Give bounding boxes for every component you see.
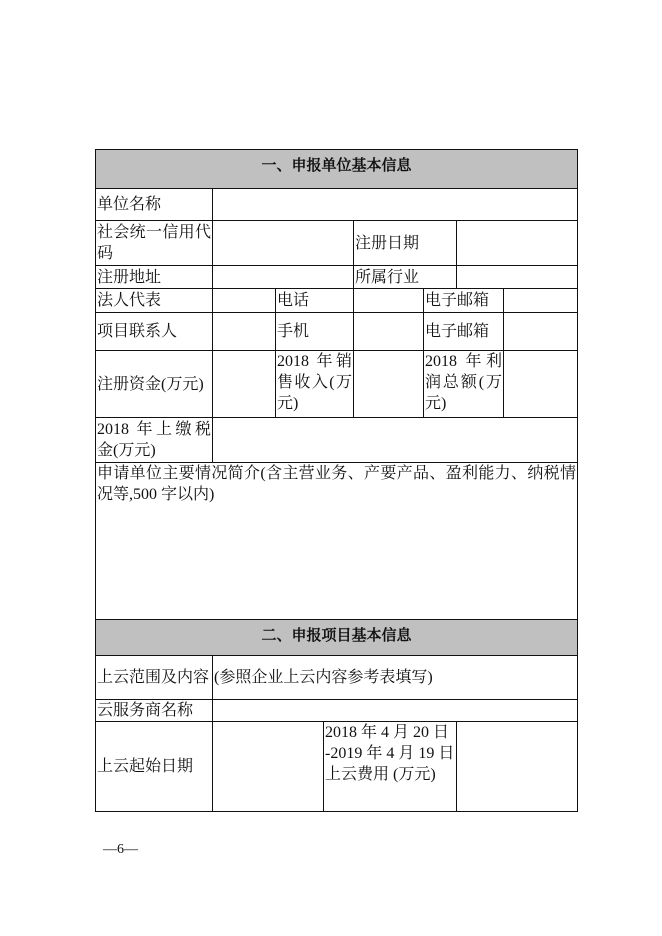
label: 电话 bbox=[277, 292, 310, 309]
scope-field[interactable] bbox=[212, 655, 578, 700]
label-reg-date bbox=[353, 220, 457, 266]
section2-header bbox=[95, 619, 578, 656]
label-email bbox=[423, 288, 504, 313]
label-scope bbox=[95, 655, 213, 700]
label-sales-2018 bbox=[275, 350, 354, 418]
provider-field[interactable] bbox=[212, 699, 578, 722]
label: 注册地址 bbox=[97, 268, 162, 286]
label: 社会统一信用代码 bbox=[97, 224, 211, 262]
label: 注册资金(万元) bbox=[97, 375, 204, 393]
reg-date-field[interactable] bbox=[456, 220, 578, 266]
label: 项目联系人 bbox=[97, 323, 178, 340]
reg-address-field[interactable] bbox=[212, 265, 354, 289]
label-phone bbox=[275, 288, 354, 313]
tax-2018-field[interactable] bbox=[212, 417, 578, 463]
label: 云服务商名称 bbox=[97, 702, 194, 719]
legal-rep-field[interactable] bbox=[212, 288, 276, 313]
label-start-date bbox=[95, 721, 213, 812]
credit-code-field[interactable] bbox=[212, 220, 354, 266]
label: 上云起始日期 bbox=[97, 758, 194, 775]
label-fee bbox=[323, 721, 457, 812]
label: 手机 bbox=[277, 323, 310, 340]
email-field[interactable] bbox=[503, 288, 578, 313]
label: 2018 年利润总额(万元) bbox=[425, 353, 502, 412]
label-reg-address bbox=[95, 265, 213, 289]
unit-name-field[interactable] bbox=[212, 188, 578, 221]
page-number: —6— bbox=[103, 842, 138, 857]
label: 单位名称 bbox=[97, 196, 162, 213]
label: 上云范围及内容 bbox=[97, 669, 210, 686]
label-mobile bbox=[275, 312, 354, 351]
label: 注册日期 bbox=[355, 234, 420, 252]
hint: (参照企业上云内容参考表填写) bbox=[214, 669, 433, 686]
section1-header bbox=[95, 149, 578, 189]
label-contact bbox=[95, 312, 213, 351]
email-2-field[interactable] bbox=[503, 312, 578, 351]
label: 2018 年上缴税金(万元) bbox=[97, 421, 211, 459]
label-email-2 bbox=[423, 312, 504, 351]
industry-field[interactable] bbox=[456, 265, 578, 289]
label-credit-code bbox=[95, 220, 213, 266]
mobile-field[interactable] bbox=[353, 312, 424, 351]
label: 电子邮箱 bbox=[425, 292, 490, 309]
label-unit-name bbox=[95, 188, 213, 221]
phone-field[interactable] bbox=[353, 288, 424, 313]
reg-capital-field[interactable] bbox=[212, 350, 276, 418]
section-title: 一、申报单位基本信息 bbox=[261, 156, 412, 174]
label-profit-2018 bbox=[423, 350, 504, 418]
label: 法人代表 bbox=[97, 292, 162, 309]
label: 2018 年销售收入(万元) bbox=[277, 353, 352, 412]
label-tax-2018 bbox=[95, 417, 213, 463]
label-industry bbox=[353, 265, 457, 289]
label: 申请单位主要情况简介(含主营业务、产要产品、盈利能力、纳税情况等,500 字以内) bbox=[97, 465, 576, 503]
intro-field[interactable] bbox=[95, 462, 578, 620]
label-reg-capital bbox=[95, 350, 213, 418]
fee-field[interactable] bbox=[456, 721, 578, 812]
section-title: 二、申报项目基本信息 bbox=[261, 626, 412, 644]
start-date-field[interactable] bbox=[212, 721, 324, 812]
label: 所属行业 bbox=[355, 268, 420, 286]
label: 2018 年 4 月 20 日 -2019 年 4 月 19 日 上云费用 (万元) bbox=[325, 724, 455, 783]
label: 电子邮箱 bbox=[425, 323, 490, 340]
label-legal-rep bbox=[95, 288, 213, 313]
label-provider bbox=[95, 699, 213, 722]
contact-field[interactable] bbox=[212, 312, 276, 351]
sales-2018-field[interactable] bbox=[353, 350, 424, 418]
profit-2018-field[interactable] bbox=[503, 350, 578, 418]
